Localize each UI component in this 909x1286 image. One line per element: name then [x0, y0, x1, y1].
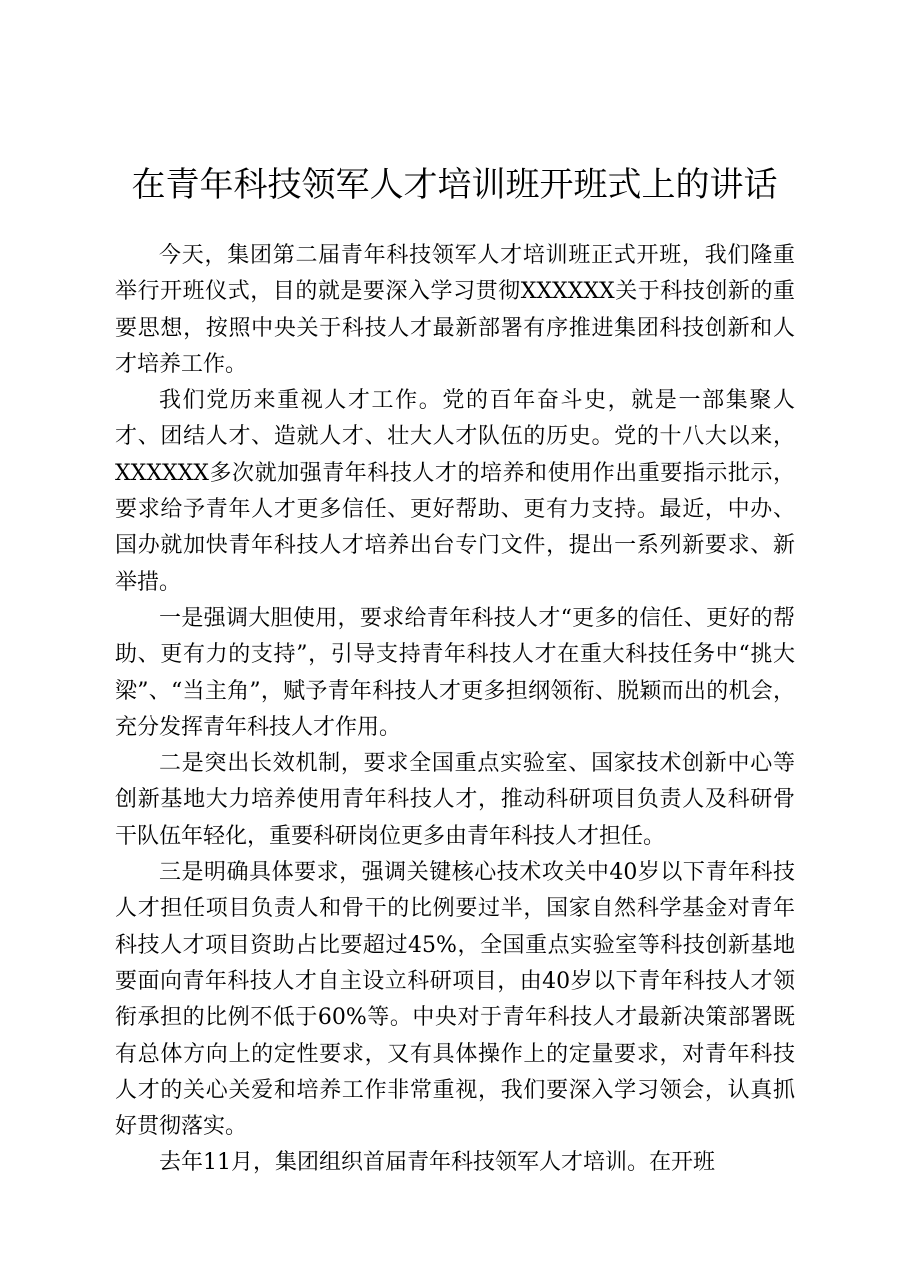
paragraph-opening: 今天，集团第二届青年科技领军人才培训班正式开班，我们隆重举行开班仪式，目的就是要深入学习贯彻XXXXXX关于科技创新的重要思想，按照中央关于科技人才最新部署有序推进集团科技创新和人才培养工作。: [115, 243, 795, 377]
paragraph-point-three: 三是明确具体要求，强调关键核心技术攻关中40岁以下青年科技人才担任项目负责人和骨干的比例要过半，国家自然科学基金对青年科技人才项目资助占比要超过45%，全国重点实验室等科技创新基地要面向青年科技人才自主设立科研项目，由40岁以下青年科技人才领衔承担的比例不低于60%等。中央对于青年科技人才最新决策部署既有总体方向上的定性要求，又有具体操作上的定量要求，对青年科技人才的关心关爱和培养工作非常重视，我们要深入学习领会，认真抓好贯彻落实。: [115, 860, 795, 1140]
paragraph-party-talent-history: 我们党历来重视人才工作。党的百年奋斗史，就是一部集聚人才、团结人才、造就人才、壮大人才队伍的历史。党的十八大以来，XXXXXX多次就加强青年科技人才的培养和使用作出重要指示批示，要求给予青年人才更多信任、更好帮助、更有力支持。最近，中办、国办就加快青年科技人才培养出台专门文件，提出一系列新要求、新举措。: [115, 388, 795, 595]
paragraph-last-year: 去年11月，集团组织首届青年科技领军人才培训。在开班: [159, 1150, 715, 1176]
document-body: [115, 238, 795, 1182]
document-title: 在青年科技领军人才培训班开班式上的讲话: [131, 165, 778, 205]
paragraph-point-one: 一是强调大胆使用，要求给青年科技人才“更多的信任、更好的帮助、更有力的支持”，引导支持青年科技人才在重大科技任务中“挑大梁”、“当主角”，赋予青年科技人才更多担纲领衔、脱颖而出的机会，充分发挥青年科技人才作用。: [115, 605, 795, 740]
paragraph-point-two: 二是突出长效机制，要求全国重点实验室、国家技术创新中心等创新基地大力培养使用青年科技人才，推动科研项目负责人及科研骨干队伍年轻化，重要科研岗位更多由青年科技人才担任。: [115, 751, 795, 849]
